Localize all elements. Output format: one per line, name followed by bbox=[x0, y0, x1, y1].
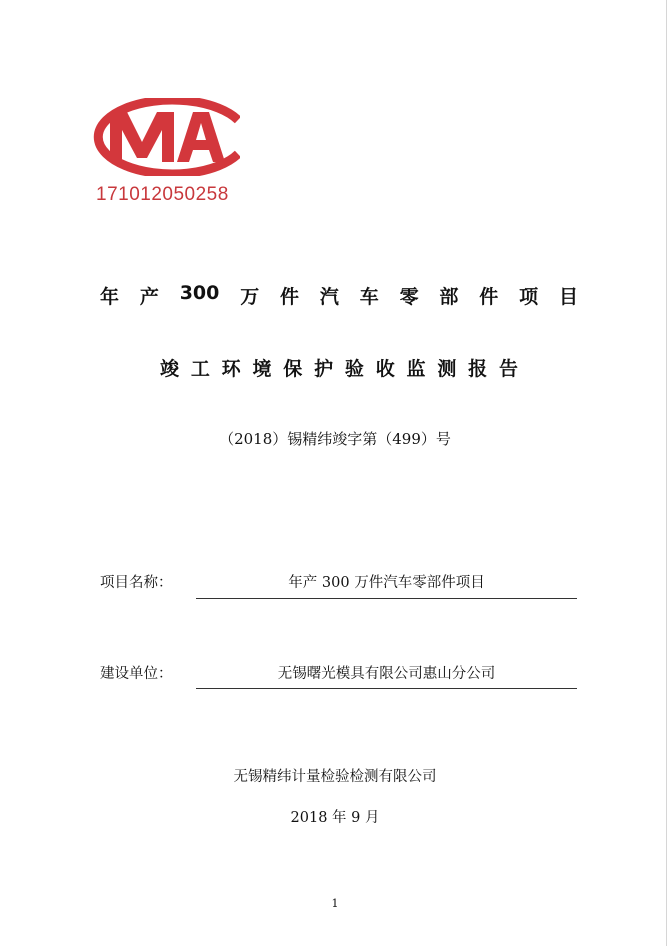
page-edge bbox=[666, 0, 667, 946]
title-char: 告 bbox=[498, 358, 518, 380]
construction-unit-value: 无锡曙光模具有限公司惠山分公司 bbox=[277, 666, 496, 682]
title-char: 护 bbox=[314, 358, 334, 380]
title-char: 测 bbox=[437, 358, 457, 380]
page-number: 1 bbox=[331, 897, 339, 910]
title-char: 竣 bbox=[160, 358, 180, 380]
title-char: 件 bbox=[280, 286, 300, 308]
title-char: 工 bbox=[190, 358, 210, 380]
project-name-underline bbox=[196, 598, 577, 599]
title-char: 目 bbox=[558, 286, 578, 308]
title-char: 零 bbox=[399, 286, 419, 308]
report-number: （2018）锡精纬竣字第（499）号 bbox=[219, 430, 451, 448]
report-date: 2018 年 9 月 bbox=[290, 810, 380, 826]
title-char: 验 bbox=[344, 358, 364, 380]
title-char: 境 bbox=[252, 358, 272, 380]
report-title-line2 bbox=[160, 354, 518, 381]
title-char: 万 bbox=[240, 286, 260, 308]
cma-certificate-number: 171012050258 bbox=[96, 184, 229, 205]
title-char: 监 bbox=[406, 358, 426, 380]
title-char: 环 bbox=[221, 358, 241, 380]
report-title-line1 bbox=[100, 282, 578, 309]
title-char: 件 bbox=[479, 286, 499, 308]
cma-logo bbox=[90, 98, 240, 176]
project-name-label: 项目名称： bbox=[100, 575, 173, 591]
construction-unit-label: 建设单位： bbox=[100, 666, 173, 682]
title-char: 项 bbox=[519, 286, 539, 308]
title-char: 保 bbox=[283, 358, 303, 380]
title-char: 车 bbox=[359, 286, 379, 308]
title-char: 部 bbox=[439, 286, 459, 308]
title-char: 300 bbox=[179, 282, 220, 304]
title-char: 年 bbox=[100, 286, 120, 308]
title-char: 产 bbox=[139, 286, 159, 308]
title-char: 汽 bbox=[319, 286, 339, 308]
project-name-value: 年产 300 万件汽车零部件项目 bbox=[288, 575, 485, 591]
title-char: 收 bbox=[375, 358, 395, 380]
title-char: 报 bbox=[468, 358, 488, 380]
issuing-organization: 无锡精纬计量检验检测有限公司 bbox=[233, 769, 437, 785]
construction-unit-underline bbox=[196, 688, 577, 689]
